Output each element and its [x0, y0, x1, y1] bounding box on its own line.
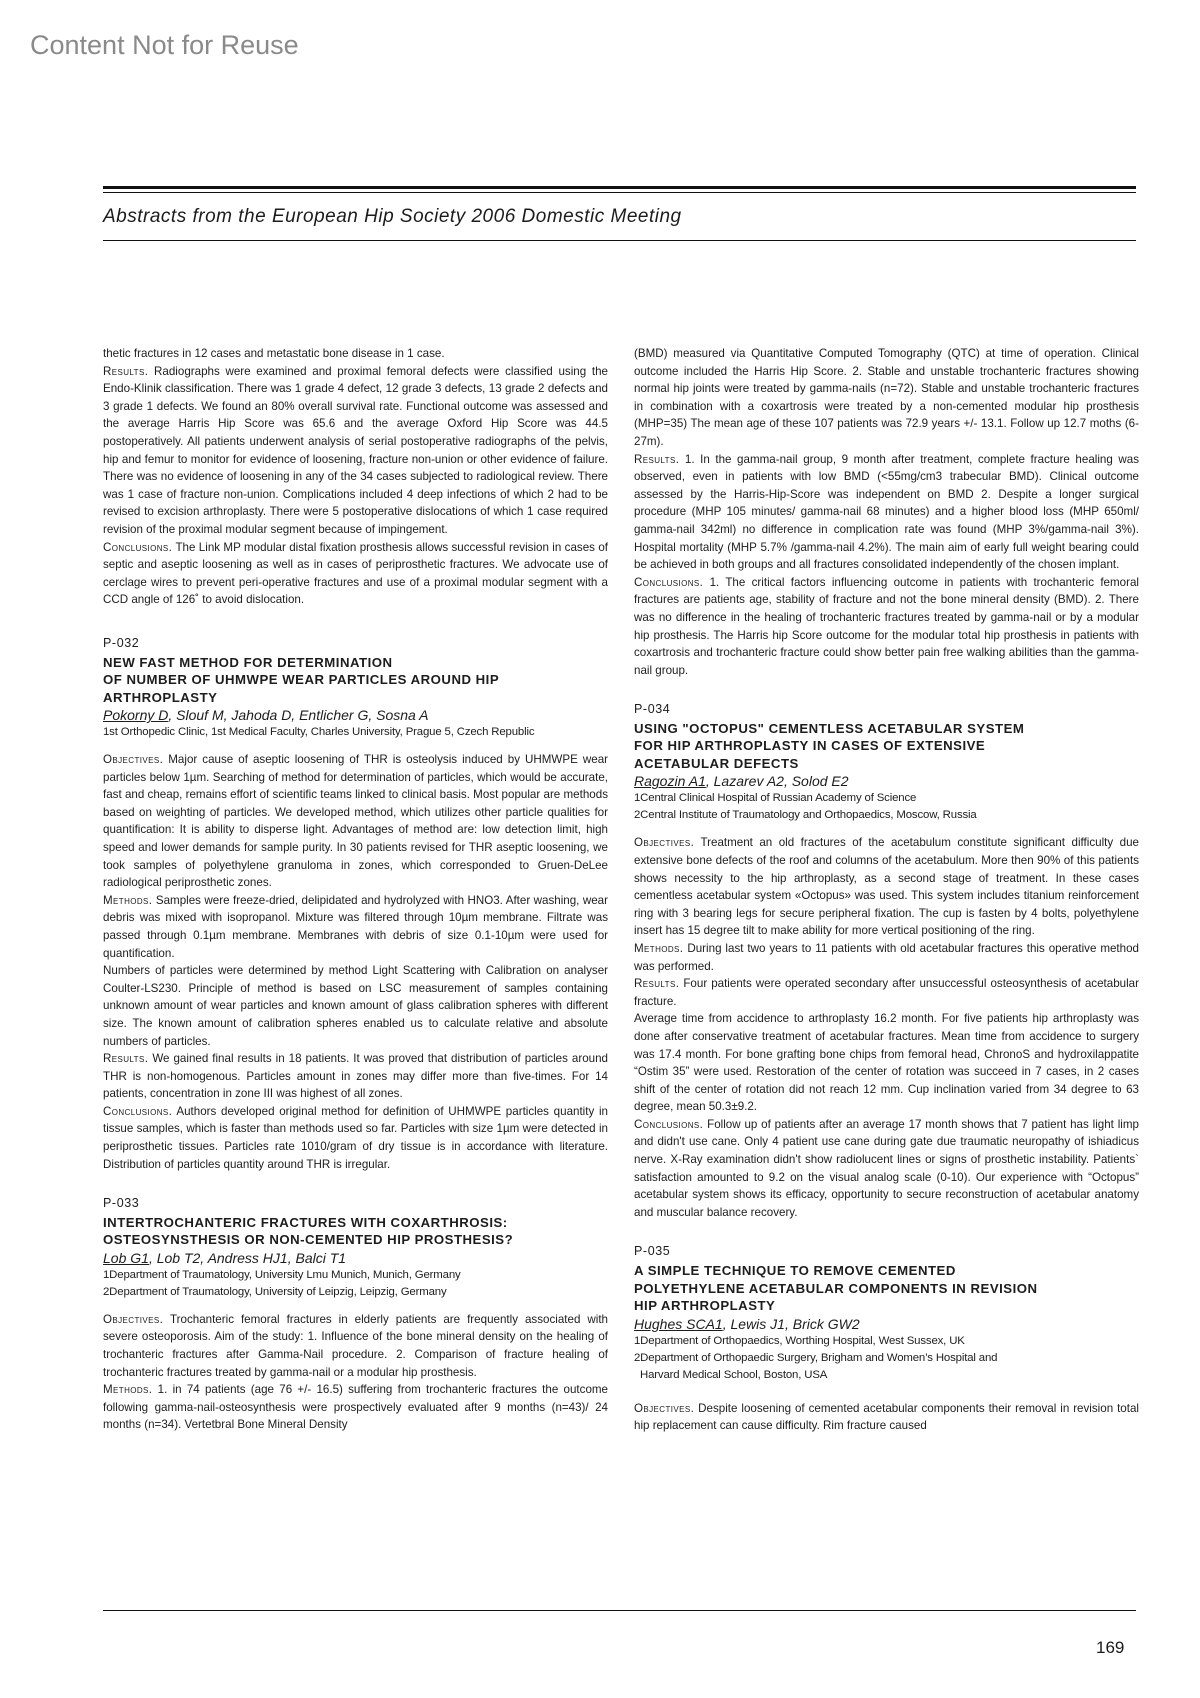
co-authors: , Slouf M, Jahoda D, Entlicher G, Sosna A	[168, 707, 429, 723]
title-line: A SIMPLE TECHNIQUE TO REMOVE CEMENTED	[634, 1263, 956, 1279]
paragraph	[634, 1010, 1139, 1116]
affiliation: 2Department of Traumatology, University of Leipzig, Leipzig, Germany	[103, 1285, 447, 1298]
paragraph	[103, 1050, 608, 1103]
title-line: HIP ARTHROPLASTY	[634, 1298, 776, 1314]
right-column	[634, 345, 1139, 1435]
section-heading: Methods.	[103, 893, 153, 907]
section-heading: Results.	[103, 1052, 149, 1066]
title-line: ACETABULAR DEFECTS	[634, 755, 799, 771]
title-line: NEW FAST METHOD FOR DETERMINATION	[103, 654, 393, 670]
abstract-title	[634, 1262, 1139, 1315]
section-heading: Conclusions.	[634, 1117, 704, 1131]
paragraph-text: thetic fractures in 12 cases and metastatic bone disease in 1 case.	[103, 347, 445, 360]
header-rule-thin	[103, 192, 1136, 193]
section-heading: Results.	[634, 977, 680, 991]
paragraph	[634, 574, 1139, 680]
header-rule-thick	[103, 186, 1136, 189]
presenting-author: Lob G1	[103, 1249, 149, 1266]
author-list	[634, 772, 1139, 790]
paragraph	[103, 1381, 608, 1434]
paragraph	[103, 962, 608, 1050]
title-line: POLYETHYLENE ACETABULAR COMPONENTS IN REVISION	[634, 1280, 1038, 1296]
paragraph-text: Samples were freeze-dried, delipidated and hydrolyzed with HNO3. After washing, wear debris was mixed with isopropanol. Mixture was filtered through 10µm membrane. Filtrate was passed through 0.1µm membrane. Membranes with debris of size 0.1-10µm were used for quantification.	[103, 893, 608, 960]
paragraph-text: Four patients were operated secondary after unsuccessful osteosynthesis of acetabular fracture.	[634, 977, 1139, 1008]
affiliation: 1Central Clinical Hospital of Russian Academy of Science	[634, 792, 917, 805]
affiliation: 1Department of Orthopaedics, Worthing Hospital, West Sussex, UK	[634, 1334, 965, 1347]
paragraph-text: 1. in 74 patients (age 76 +/- 16.5) suffering from trochanteric fractures the outcome following gamma-nail-osteosynthesis were prospectively evaluated after 9 months (n=43)/ 24 months (n=34). Vertetbral Bone Mineral Density	[103, 1383, 608, 1432]
section-heading: Conclusions.	[634, 575, 704, 589]
author-list	[103, 1249, 608, 1267]
paragraph-text: Authors developed original method for definition of UHMWPE particles quantity in tissue samples, which is faster than methods used so far. Particles with size 1µm were detected in periprosthetic tissues. Particles rate 1010/gram of dry tissue is in accordance with literature. Distribution of particles quantity around THR is irregular.	[103, 1104, 608, 1171]
paragraph	[634, 1400, 1139, 1435]
title-line: USING "OCTOPUS" CEMENTLESS ACETABULAR SYSTEM	[634, 720, 1025, 736]
paragraph	[103, 363, 608, 539]
section-heading: Objectives.	[634, 836, 695, 850]
title-line: ARTHROPLASTY	[103, 689, 218, 705]
abstract-p-033	[103, 1195, 608, 1434]
paragraph	[103, 345, 608, 363]
author-list	[103, 706, 608, 724]
paragraph-text: Major cause of aseptic loosening of THR is osteolysis induced by UHMWPE wear particles below 1µm. Searching of method for determination of particles, which would be accurate, fast and cheap, remains effort of scientific teams linked to clinical basis. Most popular are methods based on weighting of particles. We developed method, which utilizes other particle qualities for quantification: It is ability to disperse light. Advantages of method are: low detection limit, high speed and lower demands for sample purity. In 30 patients revised for THR aseptic loosening, we took samples of polyethylene granuloma in zones, which corresponded to Gruen-DeLee radiological periprosthetic zones.	[103, 753, 608, 890]
paragraph	[103, 539, 608, 609]
paragraph-text: 1. The critical factors influencing outcome in patients with trochanteric femoral fractures are patients age, stability of fracture and not the bone mineral density (BMD). 2. There was no difference in the healing of trochanteric fractures treated by gamma-nail or by a modular hip prosthesis. The Harris hip Score outcome for the modular total hip prosthesis in patients with coxartrosis and trochanteric fracture could show better pain free walking abilities than the gamma-nail group.	[634, 575, 1139, 677]
paragraph-text: We gained final results in 18 patients. It was proved that distribution of particles around THR is non-homogenous. Particles amount in zones may differ more than five-times. For 14 patients, concentration in zone III was highest of all zones.	[103, 1052, 608, 1101]
presenting-author: Hughes SCA1	[634, 1315, 723, 1332]
paragraph-text: Radiographs were examined and proximal femoral defects were classified using the Endo-Klinik classification. There was 1 grade 4 defect, 12 grade 3 defects, 13 grade 2 defects and 3 grade 1 defects. We found an 80% overall survival rate. Functional outcome was assessed and the average Harris Hip Score was 65.6 and the average Oxford Hip Score was 44.5 postoperatively. All patients underwent analysis of serial postoperative radiographs of the pelvis, hip and femur to monitor for evidence of loosening, fracture non-union or other evidence of failure. There was no evidence of loosening in any of the 34 cases subjected to radiological review. There was 1 case of fracture non-union. Complications included 4 deep infections of which 2 had to be revised to excision arthroplasty. There were 5 postoperative dislocations of which 1 case required revision of the proximal modular segment because of impingement.	[103, 364, 608, 536]
title-line: OF NUMBER OF UHMWPE WEAR PARTICLES AROUND HIP	[103, 672, 500, 687]
paragraph	[634, 451, 1139, 574]
watermark: Content Not for Reuse	[30, 30, 299, 60]
affiliation: 1st Orthopedic Clinic, 1st Medical Faculty, Charles University, Prague 5, Czech Republic	[103, 726, 535, 738]
section-heading: Objectives.	[103, 1312, 164, 1326]
section-heading: Objectives.	[634, 1401, 695, 1415]
paragraph-text: (BMD) measured via Quantitative Computed Tomography (QTC) at time of operation. Clinical outcome included the Harris Hip Score. 2. Stable and unstable trochanteric fractures showing normal hip joints were treated by gamma-nails (n=72). Stable and unstable trochanteric fractures in combination with a coxartrosis were treated by a non-cemented modular hip prosthesis (MHP=35) The mean age of these 107 patients was 72.9 years +/- 13.1. Follow up 12.7 moths (6-27m).	[634, 347, 1139, 448]
paragraph	[103, 751, 608, 892]
section-heading: Conclusions.	[103, 1104, 173, 1118]
co-authors: , Lob T2, Andress HJ1, Balci T1	[148, 1249, 347, 1266]
section-heading: Results.	[634, 452, 680, 466]
paragraph	[634, 834, 1139, 940]
page-number: 169	[1096, 1638, 1125, 1657]
abstract-p-034	[634, 701, 1139, 1221]
running-head: Abstracts from the European Hip Society 2006 Domestic Meeting	[103, 206, 682, 227]
paragraph	[634, 940, 1139, 975]
paragraph	[634, 975, 1139, 1010]
paragraph-text: Despite loosening of cemented acetabular components their removal in revision total hip replacement can cause difficulty. Rim fracture caused	[634, 1401, 1139, 1433]
paragraph	[103, 1311, 608, 1381]
paragraph	[103, 1103, 608, 1173]
paragraph	[634, 345, 1139, 451]
footer-rule	[103, 1610, 1136, 1611]
author-list	[634, 1315, 1139, 1333]
abstract-title	[103, 1214, 608, 1249]
presenting-author: Pokorny D	[103, 707, 169, 723]
paragraph-text: Numbers of particles were determined by method Light Scattering with Calibration on analyser Coulter-LS230. Principle of method is based on LSC measurement of samples containing unknown amount of wear particles and known amount of glass calibration spheres with different size. The known amount of calibration spheres enabled us to calculate relative and absolute numbers of particles.	[103, 964, 608, 1048]
abstract-title	[634, 720, 1139, 773]
paragraph-text: 1. In the gamma-nail group, 9 month after treatment, complete fracture healing was observed, even in patients with low BMD (<55mg/cm3 trabecular BMD). Clinical outcome assessed by the Harris-Hip-Score was independent on BMD 2. Despite a longer surgical procedure (MHP 105 minutes/ gamma-nail 68 minutes) and a higher blood loss (MHP 650ml/ gamma-nail 342ml) no difference in complication rate was found (MHP 3%/gamma-nail 3%). Hospital mortality (MHP 5.7% /gamma-nail 4.2%). The main aim of early full weight bearing could be achieved in both groups and all fractures consolidated independently of the chosen implant.	[634, 452, 1139, 572]
affiliation: Harvard Medical School, Boston, USA	[640, 1368, 828, 1381]
affiliation: 2Department of Orthopaedic Surgery, Brigham and Women’s Hospital and	[634, 1351, 998, 1364]
header-rule-bottom	[103, 240, 1136, 241]
title-line: OSTEOSYNSTHESIS OR NON-CEMENTED HIP PROSTHESIS?	[103, 1232, 514, 1248]
abstract-number: P-035	[634, 1244, 671, 1259]
co-authors: , Lazarev A2, Solod E2	[705, 773, 849, 790]
presenting-author: Ragozin A1	[634, 773, 706, 790]
paragraph-text: Average time from accidence to arthroplasty 16.2 month. For five patients hip arthroplasty was done after conservative treatment of acetabular fractures. Mean time from accidence to surgery was 17.4 month. For bone grafting bone chips from femoral head, ChronoS and hydroxilappatite “Ostim 35” were used. Restoration of the center of rotation was succeed in 7 cases, in 2 cases shift of the center of rotation did not reach 12 mm. Cup inclination varied from 34 degree to 63 degree, mean 50.3±9.2.	[634, 1012, 1139, 1114]
paragraph-text: During last two years to 11 patients with old acetabular fractures this operative method was performed.	[634, 941, 1139, 973]
paragraph-text: The Link MP modular distal fixation prosthesis allows successful revision in cases of septic and aseptic loosening as well as in cases of periprosthetic fractures. We advocate use of cerclage wires to prevent peri-operative fractures and use of a proximal modular segment with a CCD angle of 126˚ to avoid dislocation.	[103, 540, 608, 607]
co-authors: , Lewis J1, Brick GW2	[722, 1315, 860, 1332]
left-column	[103, 345, 608, 1434]
abstract-title	[103, 654, 608, 707]
section-heading: Objectives.	[103, 753, 164, 766]
abstract-p-035	[634, 1243, 1139, 1434]
affiliation: 2Central Institute of Traumatology and Orthopaedics, Moscow, Russia	[634, 809, 977, 822]
section-heading: Methods.	[634, 941, 684, 955]
title-line: INTERTROCHANTERIC FRACTURES WITH COXARTHROSIS:	[103, 1214, 508, 1230]
paragraph-text: Trochanteric femoral fractures in elderly patients are frequently associated with severe osteoporosis. Aim of the study: 1. Influence of the bone mineral density on the healing of trochanteric fractures after Gamma-Nail procedure. 2. Comparison of fracture healing of trochanteric fractures treated by gamma-nail or a modular hip prosthesis.	[103, 1312, 608, 1379]
title-line: FOR HIP ARTHROPLASTY IN CASES OF EXTENSIVE	[634, 738, 986, 754]
section-heading: Methods.	[103, 1383, 153, 1397]
section-heading: Conclusions.	[103, 540, 173, 554]
section-heading: Results.	[103, 364, 149, 378]
paragraph-text: Follow up of patients after an average 17 month shows that 7 patient has light limp and didn't use cane. Only 4 patient use cane during gate due traumatic neuropathy of ishiadicus nerve. X-Ray examination didn't show radiolucent lines or signs of prosthetic instability. Patients` satisfaction amounted to 9.2 on the visual analog scale (0-10). Our experience with “Octopus” acetabular system shows its efficacy, opportunity to secure reconstruction of acetabular anatomy and muscular balance recovery.	[634, 1117, 1139, 1219]
abstract-p-032	[103, 635, 608, 1173]
abstract-number: P-033	[103, 1196, 140, 1211]
abstract-number: P-034	[634, 702, 671, 717]
paragraph	[103, 892, 608, 962]
paragraph	[634, 1116, 1139, 1222]
affiliation: 1Department of Traumatology, University Lmu Munich, Munich, Germany	[103, 1268, 461, 1281]
abstract-number: P-032	[103, 635, 140, 650]
paragraph-text: Treatment an old fractures of the acetabulum constitute significant difficulty due extensive bone defects of the roof and columns of the acetabulum. More then 90% of this patients shows necessity to the hip arthroplasty, as a second stage of treatment. In these cases cementless acetabular system «Octopus» was used. This system includes titanium reinforcement ring with 3 bearing legs for secure peripheral fixation. The cup is fasten by 4 bolts, polyethylene insert has 15 degree tilt to make ability for more vertical positioning of the ring.	[634, 836, 1139, 938]
